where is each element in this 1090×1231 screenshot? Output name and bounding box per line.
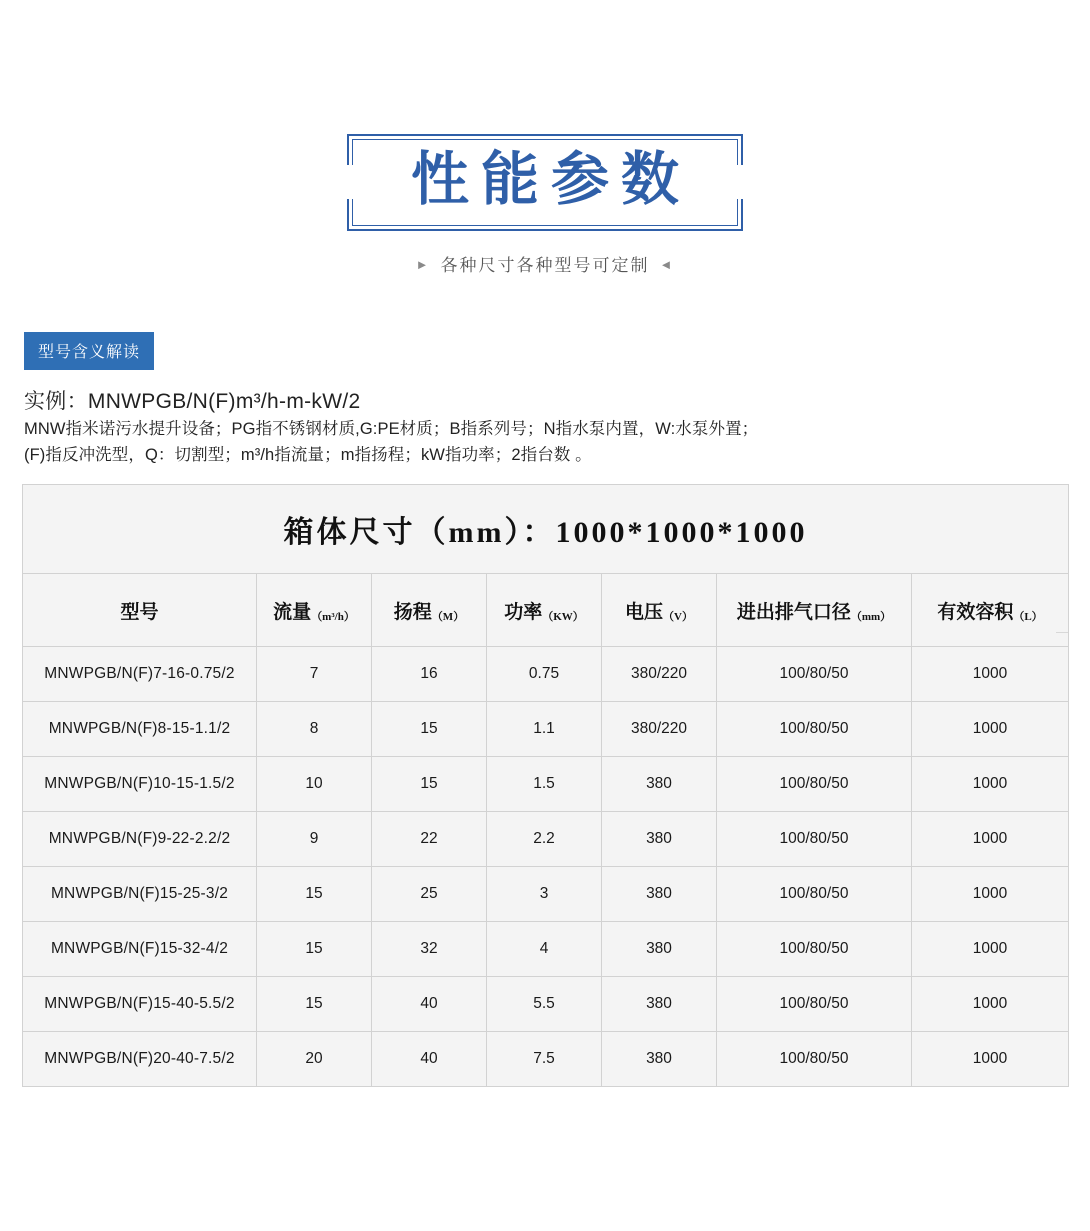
cell-port-diameter: 100/80/50 [717,812,912,867]
cell-head: 22 [372,812,487,867]
column-header-volume [912,574,1069,647]
section-tag-row [0,332,1090,370]
column-header-volume-label: 有效容积 [937,601,1014,623]
cell-port-diameter: 100/80/50 [717,867,912,922]
table-banner-row [23,485,1069,574]
cell-volume: 1000 [912,867,1069,922]
cell-head: 25 [372,867,487,922]
column-header-head [372,574,487,647]
cell-port-diameter: 100/80/50 [717,1032,912,1087]
cell-volume: 1000 [912,702,1069,757]
cell-head: 32 [372,922,487,977]
cell-power: 0.75 [487,647,602,702]
page-root [0,134,1090,1231]
cell-power: 1.5 [487,757,602,812]
title-frame-outer [347,134,743,231]
cell-port-diameter: 100/80/50 [717,647,912,702]
table-row [23,812,1069,867]
cell-model: MNWPGB/N(F)7-16-0.75/2 [23,647,257,702]
table-row [23,1032,1069,1087]
cell-voltage: 380 [602,922,717,977]
cell-flow: 20 [257,1032,372,1087]
table-row [23,757,1069,812]
description-line-2: MNW指米诺污水提升设备；PG指不锈钢材质,G:PE材质；B指系列号；N指水泵内置，W:水泵外置； [24,420,759,439]
page-subtitle [0,251,1090,276]
table-header-row [23,574,1069,647]
title-frame-inner [352,139,738,226]
status-badge: 型号含义解读 [24,332,154,370]
cell-flow: 15 [257,977,372,1032]
cell-head: 15 [372,757,487,812]
column-header-port-diameter [717,574,912,647]
table-banner: 箱体尺寸（mm）：1000*1000*1000 [23,485,1069,574]
cell-volume: 1000 [912,647,1069,702]
title-block [0,134,1090,231]
cell-power: 4 [487,922,602,977]
cell-voltage: 380 [602,1032,717,1087]
table-row [23,922,1069,977]
cell-flow: 15 [257,922,372,977]
description-example: 实例：MNWPGB/N(F)m³/h-m-kW/2 [24,389,361,413]
column-header-power-label: 功率 [504,601,543,623]
cell-voltage: 380/220 [602,647,717,702]
cell-model: MNWPGB/N(F)10-15-1.5/2 [23,757,257,812]
cell-flow: 10 [257,757,372,812]
cell-flow: 15 [257,867,372,922]
column-header-model [23,574,257,647]
table-row [23,867,1069,922]
column-header-volume-unit: （L） [1013,610,1043,623]
table-row [23,977,1069,1032]
column-header-head-unit: （M） [431,610,465,623]
cell-port-diameter: 100/80/50 [717,757,912,812]
cell-voltage: 380 [602,977,717,1032]
cell-port-diameter: 100/80/50 [717,702,912,757]
column-header-voltage-label: 电压 [625,601,664,623]
column-header-flow-unit: （m³/h） [311,610,355,623]
cell-model: MNWPGB/N(F)15-25-3/2 [23,867,257,922]
cell-port-diameter: 100/80/50 [717,922,912,977]
cell-head: 40 [372,977,487,1032]
triangle-right-icon: ► [415,256,431,272]
cell-flow: 8 [257,702,372,757]
cell-model: MNWPGB/N(F)15-40-5.5/2 [23,977,257,1032]
cell-voltage: 380 [602,867,717,922]
spec-table [22,484,1069,1087]
page-title: 性能参数 [410,145,691,213]
spec-table-wrap [0,484,1090,1087]
model-description [0,386,1090,469]
cell-flow: 9 [257,812,372,867]
column-header-model-label: 型号 [120,601,159,623]
column-header-flow [257,574,372,647]
column-header-power [487,574,602,647]
cell-voltage: 380 [602,757,717,812]
cell-volume: 1000 [912,812,1069,867]
title-frame-notch-left [341,165,355,199]
column-header-port-diameter-label: 进出排气口径 [736,601,851,623]
cell-volume: 1000 [912,1032,1069,1087]
cell-head: 40 [372,1032,487,1087]
cell-volume: 1000 [912,977,1069,1032]
cell-power: 3 [487,867,602,922]
cell-power: 5.5 [487,977,602,1032]
table-row [23,702,1069,757]
cell-flow: 7 [257,647,372,702]
column-header-port-diameter-unit: （mm） [850,610,892,623]
cell-volume: 1000 [912,757,1069,812]
cell-head: 15 [372,702,487,757]
cell-model: MNWPGB/N(F)9-22-2.2/2 [23,812,257,867]
cell-model: MNWPGB/N(F)8-15-1.1/2 [23,702,257,757]
column-header-power-unit: （KW） [542,610,584,623]
cell-model: MNWPGB/N(F)20-40-7.5/2 [23,1032,257,1087]
cell-voltage: 380 [602,812,717,867]
triangle-left-icon: ◄ [659,256,675,272]
cell-model: MNWPGB/N(F)15-32-4/2 [23,922,257,977]
title-frame-notch-right [735,165,749,199]
cell-power: 2.2 [487,812,602,867]
cell-volume: 1000 [912,922,1069,977]
column-header-voltage [602,574,717,647]
cell-power: 1.1 [487,702,602,757]
description-line-3: (F)指反冲洗型，Q：切割型；m³/h指流量；m指扬程；kW指功率；2指台数 。 [24,445,592,464]
cell-head: 16 [372,647,487,702]
column-header-voltage-unit: （V） [663,610,693,623]
cell-voltage: 380/220 [602,702,717,757]
divider [1056,632,1068,633]
column-header-flow-label: 流量 [273,601,312,623]
column-header-head-label: 扬程 [393,601,432,623]
cell-power: 7.5 [487,1032,602,1087]
table-row [23,647,1069,702]
cell-port-diameter: 100/80/50 [717,977,912,1032]
page-subtitle-text: 各种尺寸各种型号可定制 [440,255,650,275]
